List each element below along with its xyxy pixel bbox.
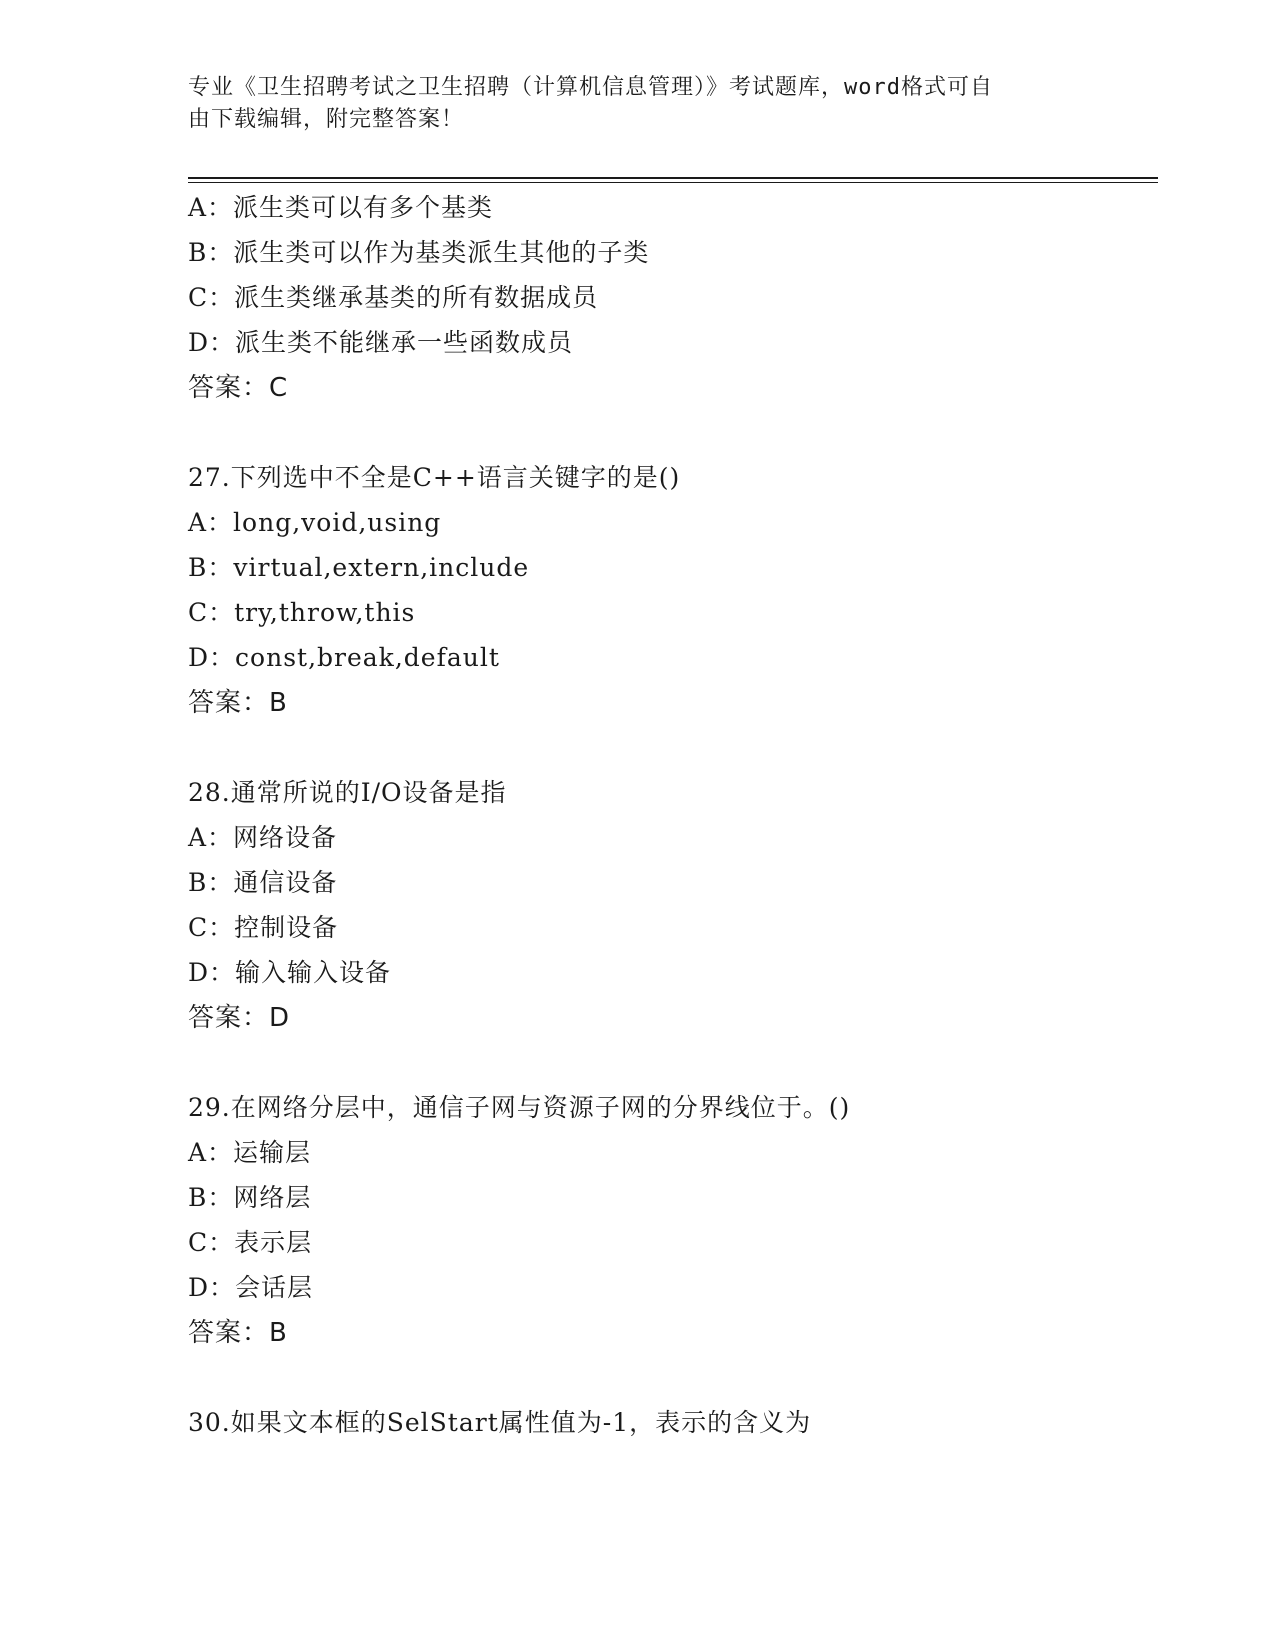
q26-option-b: B：派生类可以作为基类派生其他的子类 — [188, 238, 650, 267]
q28-question: 28.通常所说的I/O设备是指 — [188, 778, 507, 807]
q27-option-c: C：try,throw,this — [188, 598, 416, 627]
q28-option-d: D：输入输入设备 — [188, 958, 392, 987]
q28-answer: 答案：D — [188, 1003, 291, 1033]
q29-option-a: A：运输层 — [188, 1138, 312, 1167]
q28-option-c: C：控制设备 — [188, 913, 339, 942]
header-line-1: 专业《卫生招聘考试之卫生招聘（计算机信息管理）》考试题库，word格式可自 — [188, 75, 993, 100]
q26-option-a: A：派生类可以有多个基类 — [188, 193, 494, 222]
q27-option-d: D：const,break,default — [188, 643, 500, 672]
q27-option-b: B：virtual,extern,include — [188, 553, 530, 582]
q29-answer: 答案：B — [188, 1318, 288, 1348]
header-divider-thin — [188, 182, 1158, 183]
q27-answer: 答案：B — [188, 688, 288, 718]
q27-question: 27.下列选中不全是C++语言关键字的是() — [188, 463, 681, 492]
q28-option-a: A：网络设备 — [188, 823, 338, 852]
header-divider-thick — [188, 177, 1158, 179]
q30-question: 30.如果文本框的SelStart属性值为-1，表示的含义为 — [188, 1408, 812, 1437]
q28-option-b: B：通信设备 — [188, 868, 338, 897]
q26-option-d: D：派生类不能继承一些函数成员 — [188, 328, 574, 357]
q27-option-a: A：long,void,using — [188, 508, 442, 537]
document-header — [188, 72, 1088, 136]
header-line-2: 由下载编辑，附完整答案！ — [188, 107, 465, 132]
q26-option-c: C：派生类继承基类的所有数据成员 — [188, 283, 599, 312]
q26-answer: 答案：C — [188, 373, 289, 403]
q29-option-d: D：会话层 — [188, 1273, 314, 1302]
q29-option-c: C：表示层 — [188, 1228, 313, 1257]
q29-option-b: B：网络层 — [188, 1183, 312, 1212]
q29-question: 29.在网络分层中，通信子网与资源子网的分界线位于。() — [188, 1093, 851, 1122]
